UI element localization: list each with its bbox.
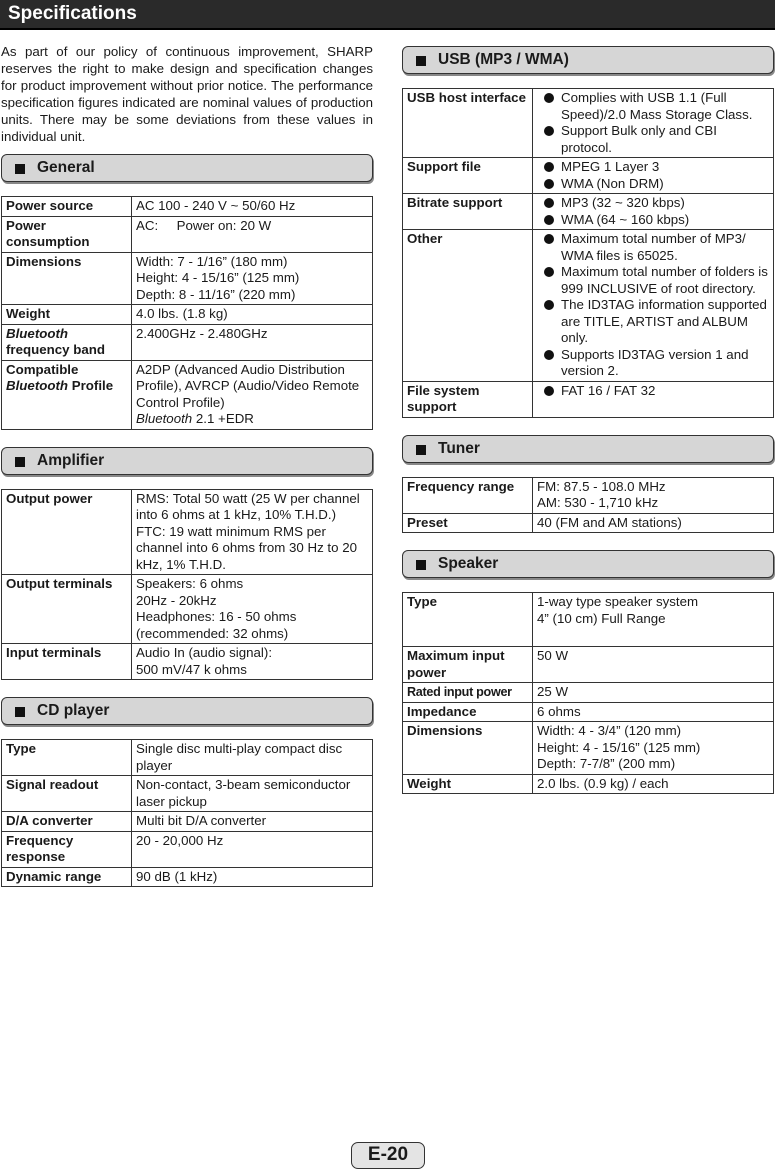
dimension-height: Height: 4 - 15/16” (125 mm) [136, 270, 300, 286]
section-title: USB (MP3 / WMA) [438, 51, 569, 68]
spec-label: Input terminals [2, 644, 132, 680]
ftc-text: FTC: 19 watt minimum RMS per channel into 6 ohms from 30 Hz to 20 kHz, 1% T.H.D. [136, 523, 357, 572]
section-header-speaker [402, 550, 774, 578]
table-row [2, 216, 373, 252]
spec-label: Power consumption [2, 216, 132, 252]
spec-value: 50 W [533, 647, 774, 683]
spec-label: D/A converter [2, 812, 132, 832]
bluetooth-word: Bluetooth [136, 411, 193, 427]
table-row [403, 722, 774, 775]
table-row [2, 305, 373, 325]
square-bullet-icon [416, 445, 426, 455]
spec-label: Impedance [403, 702, 533, 722]
version-text: 2.1 +EDR [192, 411, 254, 427]
table-row [2, 489, 373, 575]
bullet-list [537, 159, 769, 192]
spec-value [533, 722, 774, 775]
table-row [403, 89, 774, 158]
spec-label: Type [403, 593, 533, 647]
square-bullet-icon [416, 560, 426, 570]
table-row [403, 381, 774, 417]
section-title: Amplifier [37, 451, 105, 469]
table-row [2, 575, 373, 644]
section-header-general [1, 154, 373, 182]
bullet-list [537, 195, 769, 228]
table-row [2, 740, 373, 776]
spec-value: 25 W [533, 683, 774, 703]
speaker-spec-table [402, 592, 774, 794]
spec-label [2, 360, 132, 429]
square-bullet-icon [15, 164, 25, 174]
table-row [403, 702, 774, 722]
label-line-2 [6, 378, 113, 393]
spec-label: File system support [403, 381, 533, 417]
section-title: Speaker [438, 555, 499, 572]
type-line-1: 1-way type speaker system [537, 594, 699, 609]
spec-value: AC 100 - 240 V ~ 50/60 Hz [132, 197, 373, 217]
am-range: AM: 530 - 1,710 kHz [537, 495, 659, 510]
spec-value: Non-contact, 3-beam semiconductor laser pickup [132, 776, 373, 812]
table-row [2, 360, 373, 429]
table-row [2, 776, 373, 812]
bullet-list [537, 231, 769, 380]
list-item: MP3 (32 ~ 320 kbps) [537, 195, 769, 212]
page-header-bar [0, 0, 775, 30]
spec-label: USB host interface [403, 89, 533, 158]
list-item: FAT 16 / FAT 32 [537, 383, 769, 400]
fm-range: FM: 87.5 - 108.0 MHz [537, 478, 666, 494]
spec-value: AC: Power on: 20 W [132, 216, 373, 252]
dimension-width: Width: 7 - 1/16” (180 mm) [136, 253, 288, 269]
table-row [2, 252, 373, 305]
spec-value [132, 489, 373, 575]
rms-text: RMS: Total 50 watt (25 W per channel into 6 ohms at 1 kHz, 10% T.H.D.) [136, 490, 360, 523]
spec-label: Signal readout [2, 776, 132, 812]
intro-paragraph: As part of our policy of continuous improvement, SHARP reserves the right to make design and specification changes for product improvement without prior notice. The performance specification figures indicated are nominal values of production units. There may be some deviations from these values in individual unit. [1, 44, 373, 144]
spec-value: 90 dB (1 kHz) [132, 867, 373, 887]
dimension-width: Width: 4 - 3/4” (120 mm) [537, 723, 682, 738]
table-row [403, 230, 774, 382]
spec-label: Frequency range [403, 477, 533, 513]
dimension-depth: Depth: 7-7/8” (200 mm) [537, 756, 676, 771]
dimension-height: Height: 4 - 15/16” (125 mm) [537, 739, 701, 755]
list-item: Support Bulk only and CBI protocol. [537, 123, 769, 156]
spec-value [533, 381, 774, 417]
spec-label: Type [2, 740, 132, 776]
table-row [403, 158, 774, 194]
table-row [403, 593, 774, 647]
table-row [403, 774, 774, 794]
spec-value [132, 644, 373, 680]
spec-value: 6 ohms [533, 702, 774, 722]
spec-value [132, 360, 373, 429]
label-rest: Profile [68, 378, 114, 394]
recommended-text: (recommended: 32 ohms) [136, 625, 289, 641]
section-header-tuner [402, 435, 774, 463]
table-row [403, 683, 774, 703]
type-line-2: 4” (10 cm) Full Range [537, 610, 666, 626]
bullet-list [537, 383, 769, 400]
list-item: The ID3TAG information supported are TITLE, ARTIST and ALBUM only. [537, 297, 769, 347]
table-row [2, 644, 373, 680]
spec-label: Weight [403, 774, 533, 794]
bluetooth-word: Bluetooth [6, 378, 69, 394]
label-rest: frequency band [6, 342, 106, 358]
spec-value: 4.0 lbs. (1.8 kg) [132, 305, 373, 325]
spec-label: Bitrate support [403, 194, 533, 230]
table-row [403, 647, 774, 683]
label-a: Compatible [6, 361, 79, 377]
dimension-depth: Depth: 8 - 11/16” (220 mm) [136, 286, 296, 302]
general-spec-table [1, 196, 373, 430]
list-item: WMA (Non DRM) [537, 176, 769, 193]
spec-label: Rated input power [403, 683, 533, 703]
table-row [2, 324, 373, 360]
list-item: Supports ID3TAG version 1 and version 2. [537, 347, 769, 380]
section-title: General [37, 159, 95, 177]
spec-label [2, 324, 132, 360]
spec-value [533, 194, 774, 230]
section-header-amplifier [1, 447, 373, 475]
table-row [2, 831, 373, 867]
section-title: CD player [37, 702, 110, 720]
page-number: E-20 [351, 1142, 425, 1169]
spec-label: Preset [403, 513, 533, 533]
spec-value: Multi bit D/A converter [132, 812, 373, 832]
spec-label: Output terminals [2, 575, 132, 644]
range-text: 20Hz - 20kHz [136, 592, 217, 608]
speakers-text: Speakers: 6 ohms [136, 576, 244, 592]
square-bullet-icon [416, 56, 426, 66]
input-line-2: 500 mV/47 k ohms [136, 661, 247, 677]
bt-version [136, 411, 254, 426]
section-title: Tuner [438, 439, 480, 457]
table-row [403, 513, 774, 533]
table-row [403, 477, 774, 513]
spec-value [533, 230, 774, 382]
list-item: Maximum total number of folders is 999 INCLUSIVE of root directory. [537, 264, 769, 297]
page-title: Specifications [8, 3, 137, 24]
table-row [2, 812, 373, 832]
cd-player-spec-table [1, 739, 373, 887]
spec-label: Maximum input power [403, 647, 533, 683]
bullet-list [537, 90, 769, 156]
spec-value [132, 252, 373, 305]
right-column [402, 44, 774, 794]
spec-value [533, 89, 774, 158]
spec-label: Output power [2, 489, 132, 575]
spec-value [533, 593, 774, 647]
spec-value [533, 477, 774, 513]
spec-label: Dimensions [403, 722, 533, 775]
square-bullet-icon [15, 457, 25, 467]
square-bullet-icon [15, 707, 25, 717]
spec-label: Weight [2, 305, 132, 325]
section-header-usb [402, 46, 774, 74]
list-item: Maximum total number of MP3/ WMA files is 65025. [537, 231, 769, 264]
list-item: WMA (64 ~ 160 kbps) [537, 212, 769, 229]
usb-spec-table [402, 88, 774, 418]
table-row [403, 194, 774, 230]
profile-text: A2DP (Advanced Audio Distribution Profile), AVRCP (Audio/Video Remote Control Profile) [136, 361, 360, 410]
spec-label: Dynamic range [2, 867, 132, 887]
headphones-text: Headphones: 16 - 50 ohms [136, 609, 297, 625]
spec-value [132, 575, 373, 644]
spec-label: Support file [403, 158, 533, 194]
list-item: MPEG 1 Layer 3 [537, 159, 769, 176]
list-item: Complies with USB 1.1 (Full Speed)/2.0 Mass Storage Class. [537, 90, 769, 123]
amplifier-spec-table [1, 489, 373, 681]
table-row [2, 867, 373, 887]
left-column [1, 44, 373, 887]
spec-label: Dimensions [2, 252, 132, 305]
tuner-spec-table [402, 477, 774, 534]
input-line-1: Audio In (audio signal): [136, 645, 273, 661]
spec-label: Power source [2, 197, 132, 217]
spec-label: Other [403, 230, 533, 382]
section-header-cd-player [1, 697, 373, 725]
spec-label: Frequency response [2, 831, 132, 867]
spec-value [533, 158, 774, 194]
spec-value: 2.400GHz - 2.480GHz [132, 324, 373, 360]
spec-value: 20 - 20,000 Hz [132, 831, 373, 867]
spec-value: 2.0 lbs. (0.9 kg) / each [533, 774, 774, 794]
spec-value: 40 (FM and AM stations) [533, 513, 774, 533]
table-row [2, 197, 373, 217]
spec-value: Single disc multi-play compact disc player [132, 740, 373, 776]
bluetooth-word: Bluetooth [6, 325, 69, 341]
